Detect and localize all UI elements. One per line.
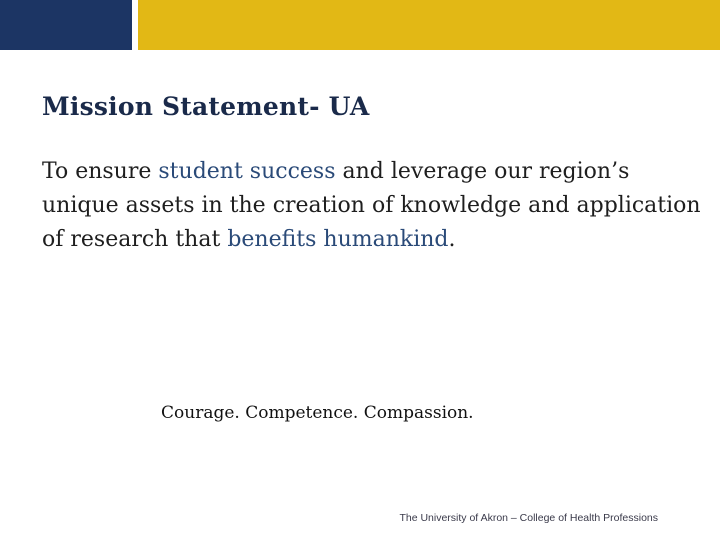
mission-text-part3: . xyxy=(448,227,456,252)
slide-title: Mission Statement- UA xyxy=(42,92,370,121)
mission-emphasis-benefits-humankind: benefits humankind xyxy=(227,227,449,252)
header-bar-gold xyxy=(138,0,720,50)
motto: Courage. Competence. Compassion. xyxy=(161,403,474,423)
mission-emphasis-student-success: student success xyxy=(158,159,336,184)
mission-statement xyxy=(42,155,702,257)
mission-text-part1: To ensure xyxy=(42,159,159,184)
footer-institution: The University of Akron – College of Health Professions xyxy=(399,512,658,524)
header-bar-navy xyxy=(0,0,132,50)
mission-text-part2: and leverage our region’s unique assets in the creation of knowledge and application of research that xyxy=(42,159,701,252)
